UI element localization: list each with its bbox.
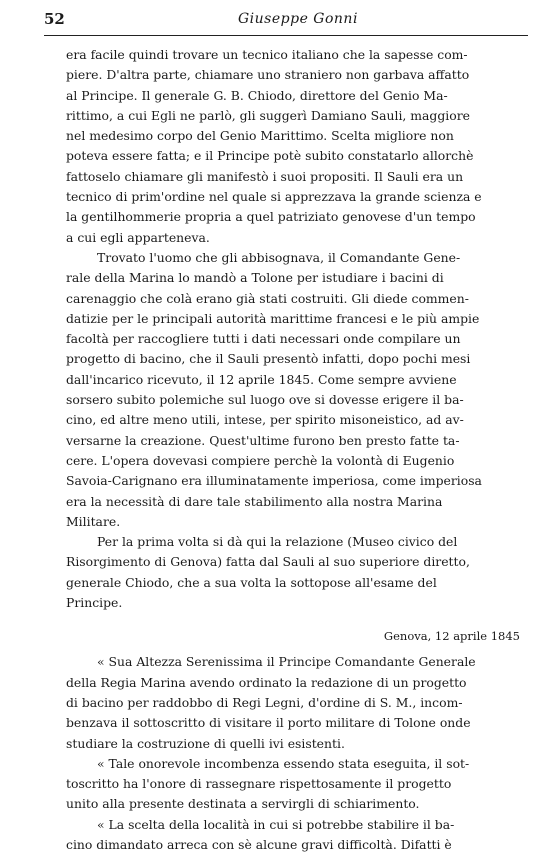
body-text: [66, 45, 528, 855]
text-line: Trovato l'uomo che gli abbisognava, il Comandante Gene-: [97, 249, 461, 265]
text-line: a cui egli apparteneva.: [66, 229, 210, 245]
text-line: nel medesimo corpo del Genio Marittimo. Scelta migliore non: [66, 128, 454, 144]
text-line: dall'incarico ricevuto, il 12 aprile 1845. Come sempre avviene: [66, 371, 457, 387]
text-line: facoltà per raccogliere tutti i dati necessari onde compilare un: [66, 331, 461, 347]
main-paragraphs: [66, 45, 528, 613]
main-paragraph: [66, 45, 528, 248]
text-line: « La scelta della località in cui si potrebbe stabilire il ba-: [97, 816, 455, 832]
text-line: la gentilhommerie propria a quel patriziato genovese d'un tempo: [66, 209, 476, 225]
text-line: studiare la costruzione di quelli ivi esistenti.: [66, 735, 345, 751]
text-line: cere. L'opera dovevasi compiere perchè la volontà di Eugenio: [66, 452, 455, 468]
page-header: [44, 10, 526, 34]
text-line: era la necessità di dare tale stabilimento alla nostra Marina: [66, 493, 443, 509]
text-line: versarne la creazione. Quest'ultime furono ben presto fatte ta-: [66, 432, 460, 448]
text-line: cino dimandato arreca con sè alcune gravi difficoltà. Difatti è: [66, 836, 452, 852]
text-line: Principe.: [66, 595, 123, 611]
text-line: piere. D'altra parte, chiamare uno straniero non garbava affatto: [66, 67, 470, 83]
text-line: fattoselo chiamare gli manifestò i suoi propositi. Il Sauli era un: [66, 168, 464, 184]
text-line: rittimo, a cui Egli ne parlò, gli suggerì Damiano Sauli, maggiore: [66, 107, 470, 123]
text-line: tecnico di prim'ordine nel quale si apprezzava la grande scienza e: [66, 189, 482, 205]
text-line: « Tale onorevole incombenza essendo stata eseguita, il sot-: [97, 755, 470, 771]
letter-paragraph: [66, 754, 528, 815]
letter-text: [66, 652, 528, 855]
main-paragraph: [66, 532, 528, 613]
text-line: rale della Marina lo mandò a Tolone per istudiare i bacini di: [66, 270, 444, 286]
text-line: della Regia Marina avendo ordinato la redazione di un progetto: [66, 674, 467, 690]
text-line: al Principe. Il generale G. B. Chiodo, direttore del Genio Ma-: [66, 87, 448, 103]
text-line: era facile quindi trovare un tecnico italiano che la sapesse com-: [66, 47, 468, 62]
text-line: toscritto ha l'onore di rassegnare rispettosamente il progetto: [66, 776, 452, 792]
text-line: benzava il sottoscritto di visitare il porto militare di Tolone onde: [66, 715, 471, 731]
text-line: carenaggio che colà erano già stati costruiti. Gli diede commen-: [66, 290, 469, 306]
text-line: Per la prima volta si dà qui la relazione (Museo civico del: [97, 534, 458, 550]
main-paragraph: [66, 248, 528, 532]
letter-dateline: Genova, 12 aprile 1845: [383, 629, 520, 644]
text-line: Savoia-Carignano era illuminatamente imperiosa, come imperiosa: [66, 473, 482, 489]
text-line: sorsero subito polemiche sul luogo ove si dovesse erigere il ba-: [66, 392, 464, 408]
text-line: unito alla presente destinata a servirgli di schiarimento.: [66, 796, 420, 812]
text-line: Militare.: [66, 513, 121, 529]
text-line: « Sua Altezza Serenissima il Principe Comandante Generale: [97, 654, 476, 670]
page-number: 52: [44, 10, 65, 28]
letter-paragraph: [66, 652, 528, 753]
text-line: poteva essere fatta; e il Principe potè subito constatarlo allorchè: [66, 148, 474, 164]
text-line: progetto di bacino, che il Sauli presentò infatti, dopo pochi mesi: [66, 351, 471, 367]
header-rule: [44, 35, 528, 36]
text-line: Risorgimento di Genova) fatta dal Sauli al suo superiore diretto,: [66, 554, 470, 570]
text-line: cino, ed altre meno utili, intese, per spirito misoneistico, ad av-: [66, 412, 464, 428]
running-head: Giuseppe Gonni: [238, 11, 358, 27]
text-line: generale Chiodo, che a sua volta la sottopose all'esame del: [66, 574, 437, 590]
letter-paragraph: [66, 815, 528, 855]
text-line: datizie per le principali autorità marittime francesi e le più ampie: [66, 310, 480, 326]
text-line: di bacino per raddobbo di Regi Legni, d'ordine di S. M., incom-: [66, 694, 463, 710]
